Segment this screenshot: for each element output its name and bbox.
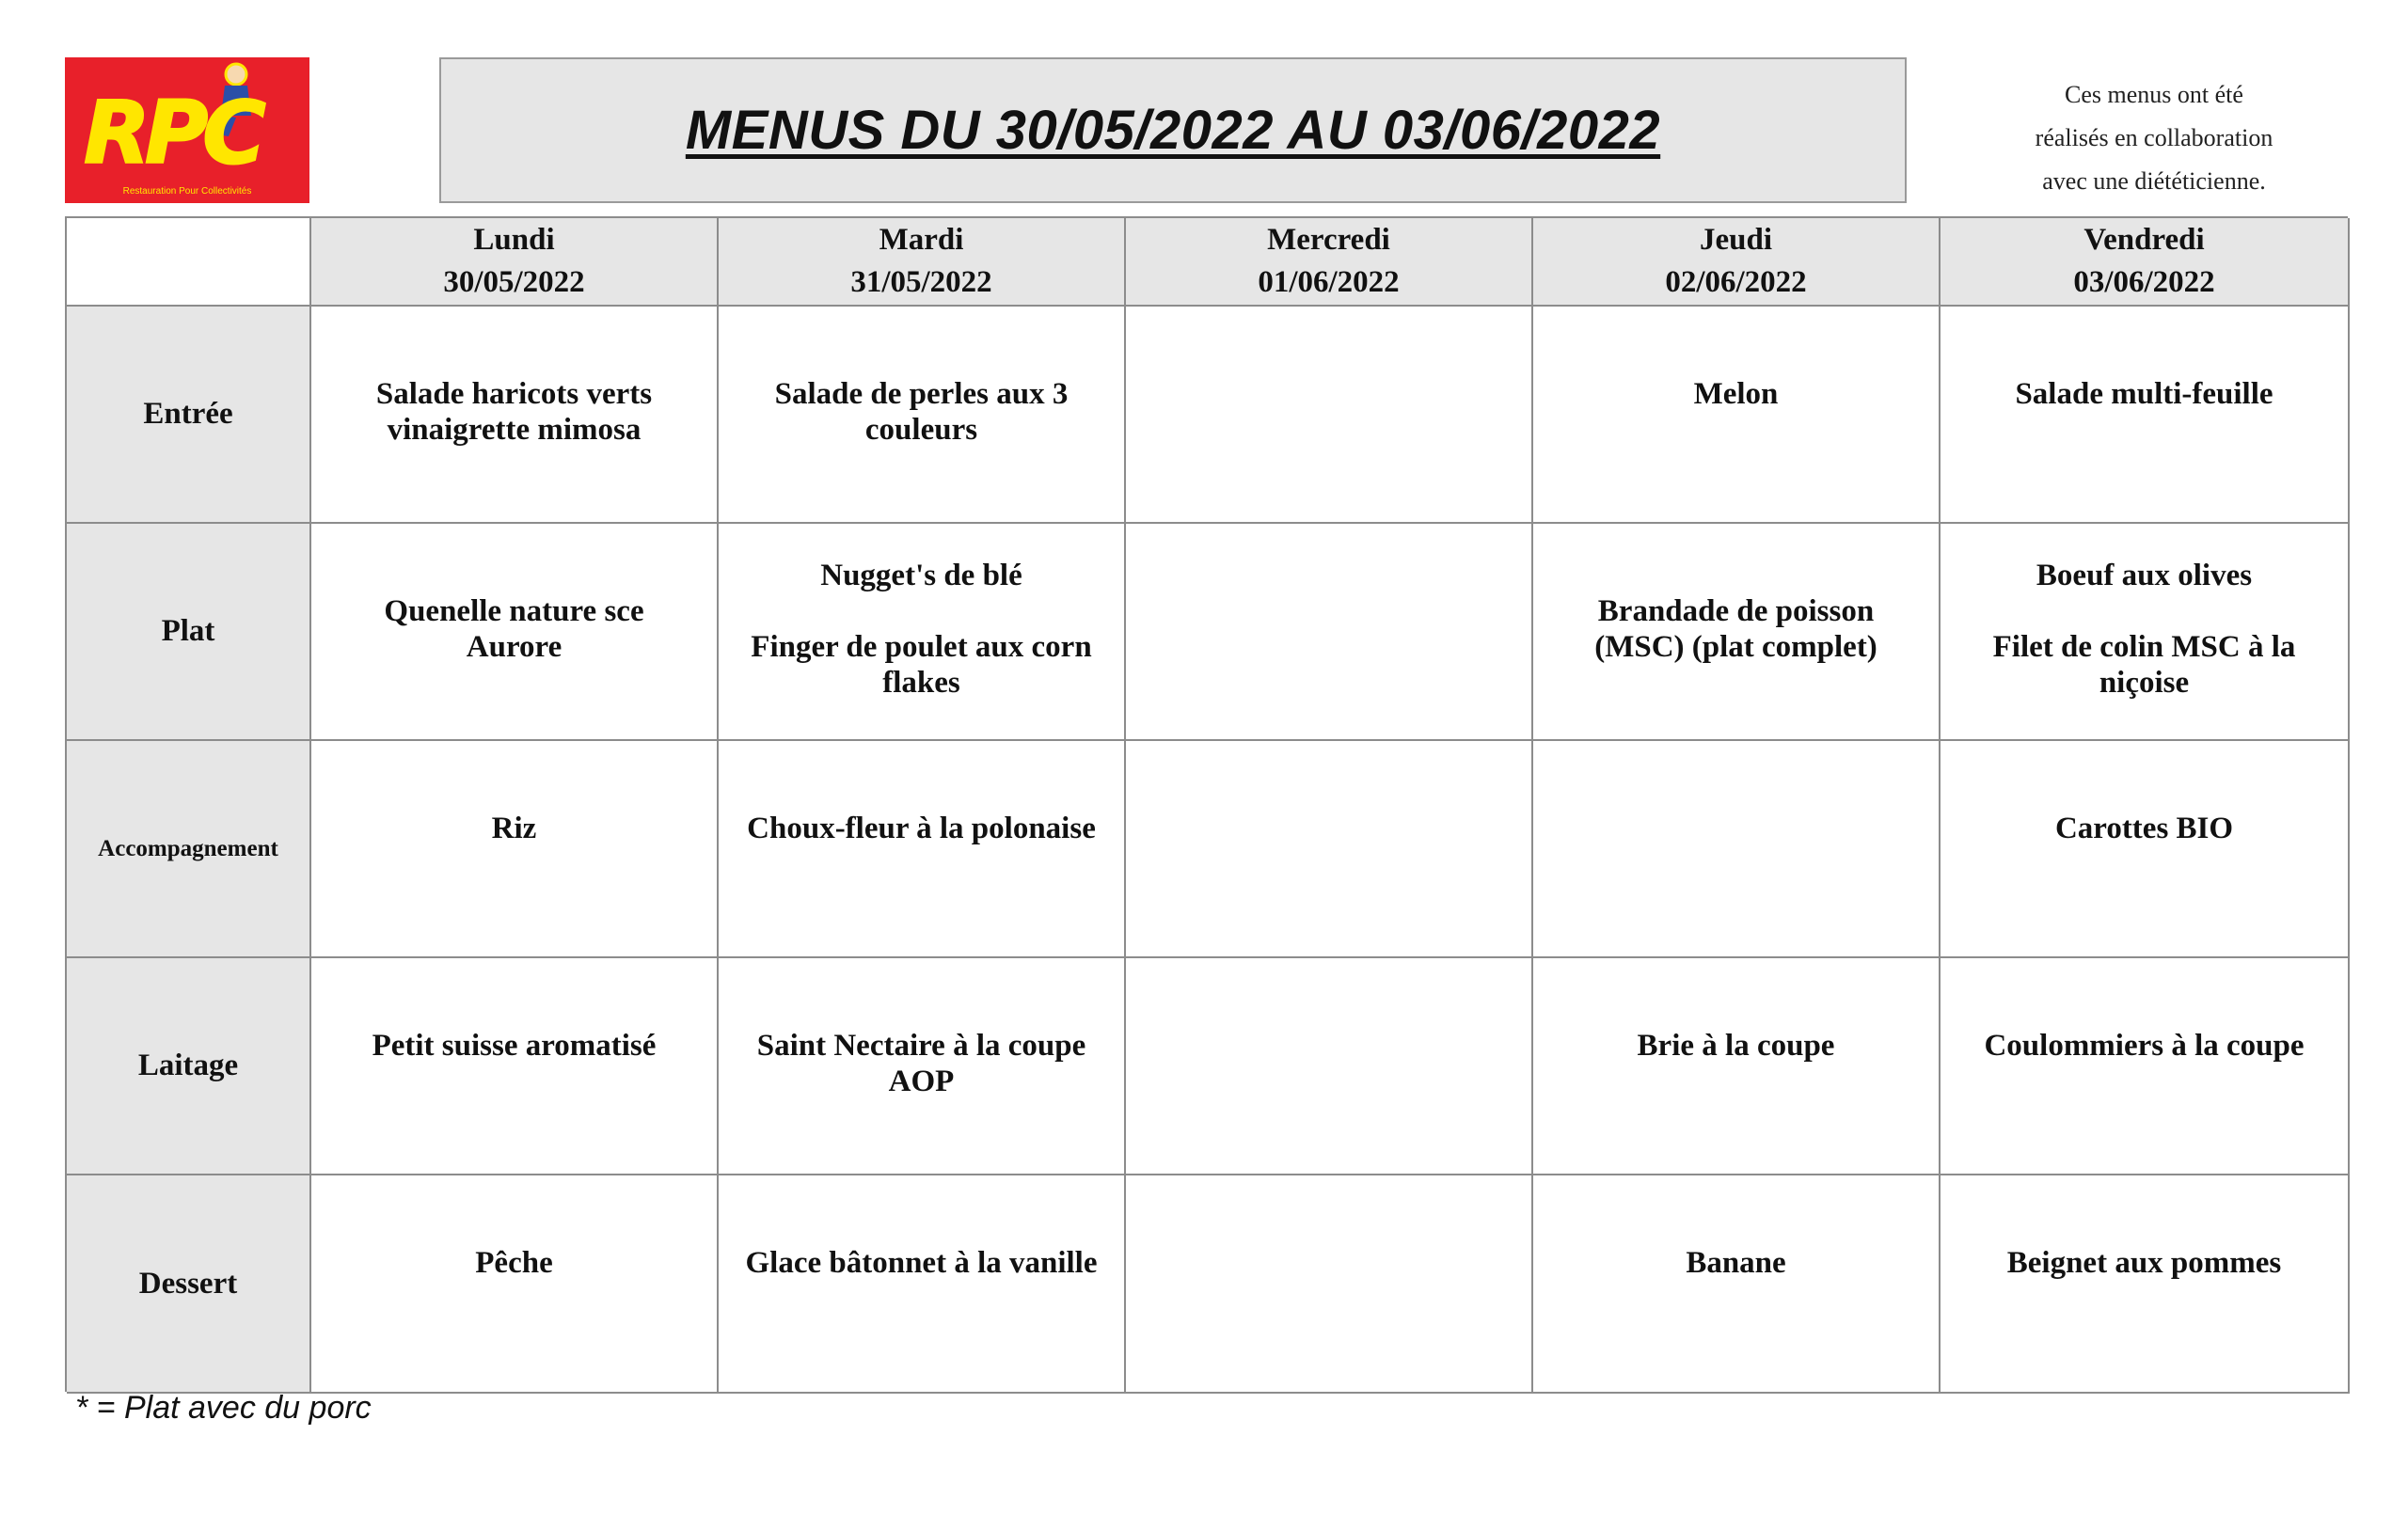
logo-letters: RPC xyxy=(84,83,261,183)
menu-cell-accompagnement-lundi xyxy=(311,741,719,958)
title-box xyxy=(439,57,1907,203)
day-date: 01/06/2022 xyxy=(1258,265,1400,299)
menu-cell-accompagnement-vendredi xyxy=(1941,741,2350,958)
menu-cell-accompagnement-mardi xyxy=(719,741,1126,958)
dish-line: Coulommiers à la coupe xyxy=(1984,1029,2305,1063)
day-header-mardi xyxy=(719,218,1126,307)
day-date: 30/05/2022 xyxy=(443,265,585,299)
table-corner xyxy=(67,218,311,307)
menu-cell-entree-vendredi xyxy=(1941,307,2350,524)
dish-line: Melon xyxy=(1693,377,1779,411)
dish-line: Carottes BIO xyxy=(2054,812,2234,845)
rpc-logo-icon xyxy=(65,57,309,203)
menu-cell-entree-mercredi xyxy=(1126,307,1533,524)
day-header-mercredi xyxy=(1126,218,1533,307)
dish-line: (MSC) (plat complet) xyxy=(1594,630,1877,664)
menu-cell-plat-mercredi xyxy=(1126,524,1533,741)
row-header-entree: Entrée xyxy=(67,307,311,524)
day-header-lundi xyxy=(311,218,719,307)
dish-line: couleurs xyxy=(864,413,978,447)
menu-cell-accompagnement-jeudi xyxy=(1533,741,1941,958)
menu-cell-laitage-mercredi xyxy=(1126,958,1533,1175)
day-name: Jeudi xyxy=(1699,223,1773,257)
row-header-laitage: Laitage xyxy=(67,958,311,1175)
rpc-logo xyxy=(65,57,309,203)
dish-line: Salade haricots verts xyxy=(375,377,653,411)
menu-table xyxy=(65,216,2348,1392)
dish-line: Filet de colin MSC à la xyxy=(1992,630,2296,664)
logo-caption: Restauration Pour Collectivités xyxy=(122,186,252,197)
menu-cell-dessert-lundi xyxy=(311,1175,719,1394)
menu-cell-laitage-lundi xyxy=(311,958,719,1175)
dish-line: Beignet aux pommes xyxy=(2006,1246,2282,1280)
menu-cell-dessert-mercredi xyxy=(1126,1175,1533,1394)
menu-cell-entree-lundi xyxy=(311,307,719,524)
note-line-1: Ces menus ont été xyxy=(2065,81,2243,108)
page-title: MENUS DU 30/05/2022 AU 03/06/2022 xyxy=(685,100,1661,161)
dish-line: Glace bâtonnet à la vanille xyxy=(745,1246,1098,1280)
note-line-2: réalisés en collaboration xyxy=(2035,124,2273,151)
day-name: Mercredi xyxy=(1267,223,1390,257)
day-date: 03/06/2022 xyxy=(2073,265,2215,299)
dish-line: Salade de perles aux 3 xyxy=(774,377,1069,411)
dish-line: Salade multi-feuille xyxy=(2015,377,2273,411)
dish-line: Finger de poulet aux corn xyxy=(751,630,1092,664)
footnote: * = Plat avec du porc xyxy=(75,1390,372,1426)
dish-line: Nugget's de blé xyxy=(820,559,1022,592)
day-name: Mardi xyxy=(879,223,964,257)
dish-line: Petit suisse aromatisé xyxy=(372,1029,657,1063)
day-date: 31/05/2022 xyxy=(850,265,992,299)
dish-line: AOP xyxy=(888,1065,955,1098)
dish-line: Brandade de poisson xyxy=(1597,594,1875,628)
menu-cell-plat-mardi xyxy=(719,524,1126,741)
dish-spacer xyxy=(1950,593,2338,629)
row-header-plat: Plat xyxy=(67,524,311,741)
dish-line: Aurore xyxy=(466,630,562,664)
row-header-dessert: Dessert xyxy=(67,1175,311,1394)
dish-line: Choux-fleur à la polonaise xyxy=(747,812,1096,845)
day-name: Lundi xyxy=(473,223,555,257)
menu-cell-dessert-vendredi xyxy=(1941,1175,2350,1394)
menu-cell-dessert-mardi xyxy=(719,1175,1126,1394)
day-header-jeudi xyxy=(1533,218,1941,307)
dish-line: flakes xyxy=(882,666,960,700)
note-line-3: avec une diététicienne. xyxy=(2042,167,2266,195)
menu-cell-laitage-jeudi xyxy=(1533,958,1941,1175)
dish-line: Riz xyxy=(491,812,537,845)
dietitian-note xyxy=(1956,73,2352,203)
dish-line: Brie à la coupe xyxy=(1637,1029,1835,1063)
menu-cell-accompagnement-mercredi xyxy=(1126,741,1533,958)
menu-cell-plat-jeudi xyxy=(1533,524,1941,741)
menu-cell-laitage-vendredi xyxy=(1941,958,2350,1175)
menu-cell-plat-vendredi xyxy=(1941,524,2350,741)
dish-line: Banane xyxy=(1686,1246,1786,1280)
menu-cell-entree-jeudi xyxy=(1533,307,1941,524)
dish-line: Saint Nectaire à la coupe xyxy=(756,1029,1086,1063)
row-header-accompagnement: Accompagnement xyxy=(67,741,311,958)
day-date: 02/06/2022 xyxy=(1665,265,1807,299)
day-name: Vendredi xyxy=(2083,223,2205,257)
dish-spacer xyxy=(728,593,1115,629)
dish-line: niçoise xyxy=(2099,666,2190,700)
dish-line: vinaigrette mimosa xyxy=(387,413,642,447)
dish-line: Quenelle nature sce xyxy=(384,594,644,628)
menu-cell-entree-mardi xyxy=(719,307,1126,524)
day-header-vendredi xyxy=(1941,218,2350,307)
menu-cell-laitage-mardi xyxy=(719,958,1126,1175)
dish-line: Pêche xyxy=(475,1246,553,1280)
dish-line: Boeuf aux olives xyxy=(2036,559,2253,592)
menu-cell-dessert-jeudi xyxy=(1533,1175,1941,1394)
menu-cell-plat-lundi xyxy=(311,524,719,741)
